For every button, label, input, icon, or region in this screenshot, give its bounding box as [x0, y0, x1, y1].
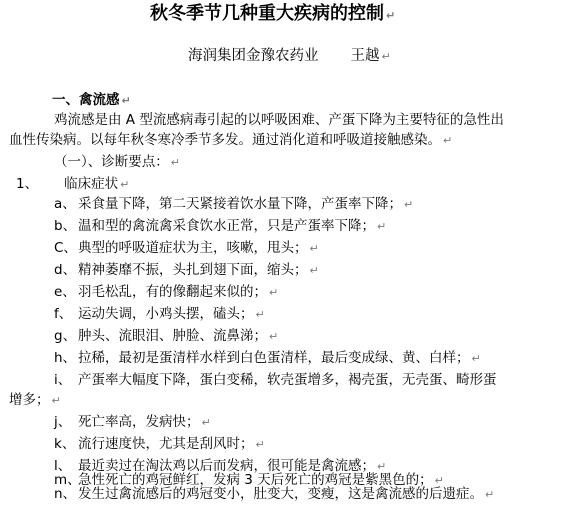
- author-line: [188, 46, 391, 66]
- paragraph-mark-icon: ↵: [51, 394, 61, 407]
- item-label: j、: [54, 414, 72, 430]
- paragraph-mark-icon: ↵: [201, 416, 211, 429]
- item-text: 羽毛松乱，有的像翻起来似的；: [78, 284, 267, 300]
- author-name: 王越: [350, 48, 380, 64]
- item-label: f、: [54, 306, 73, 322]
- document-title: [150, 4, 395, 24]
- list-item: [54, 348, 481, 368]
- sub-heading: [54, 152, 180, 172]
- list-item: [54, 282, 278, 302]
- paragraph-mark-icon: ↵: [485, 488, 495, 501]
- intro-paragraph-line-2: [9, 130, 452, 150]
- paragraph-mark-icon: ↵: [170, 156, 180, 169]
- paragraph-mark-icon: ↵: [404, 198, 414, 211]
- item-label: a、: [54, 196, 76, 212]
- item-label: g、: [54, 328, 77, 344]
- title-text: 秋冬季节几种重大疾病的控制: [150, 3, 384, 24]
- paragraph-mark-icon: ↵: [443, 134, 453, 147]
- paragraph-mark-icon: ↵: [255, 308, 265, 321]
- sub-heading-text: （一）、诊断要点：: [54, 154, 169, 170]
- item-text: 死亡率高，发病快；: [78, 414, 200, 430]
- item-text: 流行速度快，尤其是刮风时；: [78, 436, 254, 452]
- item-text: 精神萎靡不振，头扎到翅下面，缩头；: [78, 262, 308, 278]
- author-organization: 海润集团金豫农药业: [188, 48, 319, 64]
- list-item: [54, 484, 494, 504]
- list-item: [54, 216, 386, 236]
- paragraph-mark-icon: ↵: [377, 220, 387, 233]
- list-number: 1、: [16, 176, 39, 192]
- list-item: [54, 304, 265, 324]
- item-continuation-text: 增多；: [9, 392, 50, 408]
- item-label: k、: [54, 436, 76, 452]
- intro-paragraph-line-1: [54, 110, 504, 130]
- item-text: 采食量下降，第二天紧接着饮水量下降，产蛋率下降；: [78, 196, 402, 212]
- numbered-heading: [16, 174, 129, 194]
- paragraph-mark-icon: ↵: [255, 438, 265, 451]
- paragraph-mark-icon: ↵: [434, 474, 444, 487]
- item-text: 拉稀，最初是蛋清样水样到白色蛋清样，最后变成绿、黄、白样；: [78, 350, 470, 366]
- paragraph-mark-icon: ↵: [269, 330, 279, 343]
- item-text: 肿头、流眼泪、肿脸、流鼻涕；: [78, 328, 267, 344]
- paragraph-mark-icon: ↵: [121, 94, 131, 107]
- item-label: h、: [54, 350, 77, 366]
- paragraph-mark-icon: ↵: [309, 242, 319, 255]
- numbered-heading-text: 临床症状: [64, 176, 119, 192]
- list-item: [54, 412, 211, 432]
- item-label: d、: [54, 262, 77, 278]
- item-text: 温和型的禽流禽采食饮水正常，只是产蛋率下降；: [78, 218, 375, 234]
- item-label: n、: [54, 486, 77, 502]
- list-item-continuation: [9, 390, 61, 410]
- item-text: 最近卖过在淘汰鸡以后而发病，很可能是禽流感；: [78, 458, 375, 474]
- paragraph-mark-icon: ↵: [269, 286, 279, 299]
- paragraph-mark-icon: ↵: [309, 264, 319, 277]
- item-label: b、: [54, 218, 77, 234]
- list-item: [54, 434, 265, 454]
- paragraph-mark-icon: ↵: [471, 352, 481, 365]
- intro-line-1-text: 鸡流感是由 A 型流感病毒引起的以呼吸困难、产蛋下降为主要特征的急性出: [54, 112, 504, 128]
- item-text: 急性死亡的鸡冠鲜红，发病 3 天后死亡的鸡冠是紫黑色的；: [78, 472, 433, 488]
- section-heading-text: 一、禽流感: [52, 92, 120, 108]
- list-item: [54, 238, 319, 258]
- item-text: 典型的呼吸道症状为主，咳嗽，甩头；: [78, 240, 308, 256]
- item-label: i、: [54, 372, 72, 388]
- list-item: [54, 326, 278, 346]
- item-label: e、: [54, 284, 76, 300]
- list-item: [54, 370, 497, 390]
- item-label: l、: [54, 458, 72, 474]
- item-text: 产蛋率大幅度下降，蛋白变稀，软壳蛋增多，褐壳蛋，无壳蛋、畸形蛋: [78, 372, 497, 388]
- paragraph-mark-icon: ↵: [120, 178, 130, 191]
- section-heading: [52, 90, 131, 110]
- list-item: [54, 260, 319, 280]
- list-item: [54, 194, 413, 214]
- paragraph-mark-icon: ↵: [386, 9, 396, 22]
- item-label: m、: [54, 472, 81, 488]
- paragraph-mark-icon: ↵: [377, 460, 387, 473]
- intro-line-2-text: 血性传染病。以每年秋冬寒冷季节多发。通过消化道和呼吸道接触感染。: [9, 132, 441, 148]
- paragraph-mark-icon: ↵: [381, 50, 391, 63]
- item-label: C、: [54, 240, 77, 256]
- item-text: 发生过禽流感后的鸡冠变小，肚变大，变瘦，这是禽流感的后遗症。: [78, 486, 483, 502]
- item-text: 运动失调，小鸡头摆，磕头；: [78, 306, 254, 322]
